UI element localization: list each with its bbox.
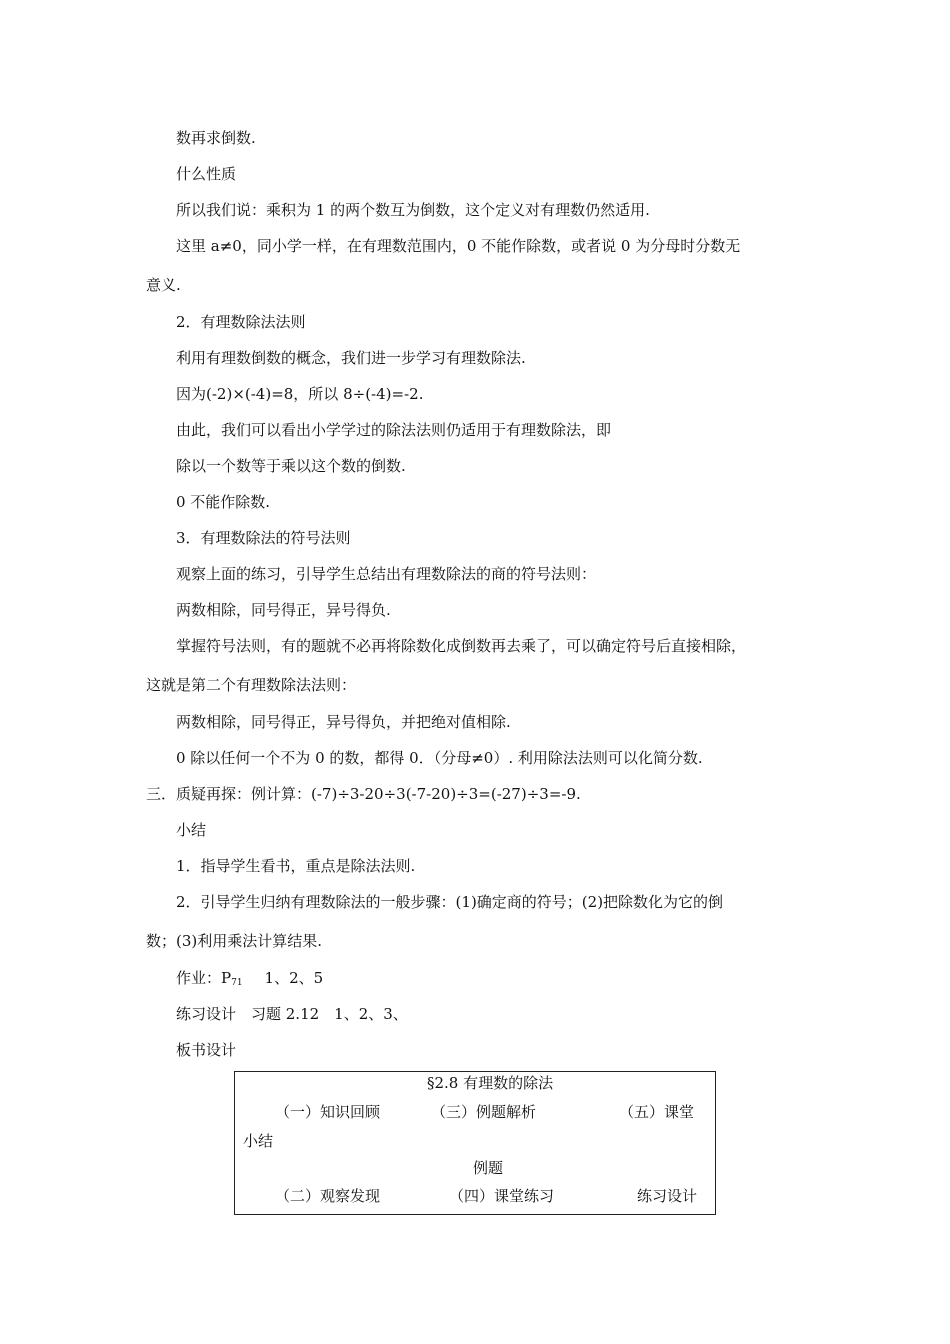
text-line: 所以我们说：乘积为 1 的两个数互为倒数，这个定义对有理数仍然适用. [176, 201, 650, 219]
text-line: 利用有理数倒数的概念，我们进一步学习有理数除法. [176, 349, 526, 367]
section-heading: 三．质疑再探：例计算：(-7)÷3-20÷3(-7-20)÷3=(-27)÷3=-9. [146, 785, 581, 803]
page-number: 71 [231, 978, 243, 988]
text-line: 0 不能作除数. [176, 493, 271, 511]
text-line: 除以一个数等于乘以这个数的倒数. [176, 457, 406, 475]
board-item: （二）观察发现 [275, 1187, 381, 1205]
text-line: 观察上面的练习，引导学生总结出有理数除法的商的符号法则： [176, 565, 597, 583]
section-heading: 板书设计 [176, 1041, 237, 1059]
text-line: 1．指导学生看书，重点是除法法则. [176, 857, 416, 875]
homework-line [176, 968, 323, 993]
text-line: 数再求倒数. [176, 129, 256, 147]
board-item: （三）例题解析 [431, 1103, 537, 1121]
text-line: 0 除以任何一个不为 0 的数，都得 0．（分母≠0）. 利用除法法则可以化简分数. [176, 749, 703, 767]
text-line: 掌握符号法则，有的题就不必再将除数化成倒数再去乘了，可以确定符号后直接相除， [176, 637, 747, 655]
text-line: 这里 a≠0，同小学一样，在有理数范围内，0 不能作除数，或者说 0 为分母时分数无 [176, 237, 741, 255]
blackboard-design-box [234, 1071, 716, 1215]
board-item: 例题 [473, 1159, 504, 1177]
text-line: 因为(-2)×(-4)=8，所以 8÷(-4)=-2. [176, 385, 424, 403]
text-line: 数；(3)利用乘法计算结果. [146, 932, 323, 950]
text-line: 由此，我们可以看出小学学过的除法法则仍适用于有理数除法，即 [176, 421, 612, 439]
text-line: 什么性质 [176, 165, 237, 183]
text-line: 两数相除，同号得正，异号得负. [176, 601, 391, 619]
homework-label: 作业：P [176, 969, 232, 987]
board-item: （一）知识回顾 [275, 1103, 381, 1121]
board-title: §2.8 有理数的除法 [427, 1074, 554, 1092]
text-line: 两数相除，同号得正，异号得负，并把绝对值相除. [176, 713, 511, 731]
board-item: 练习设计 [637, 1187, 698, 1205]
text-line: 这就是第二个有理数除法法则： [146, 676, 357, 694]
section-heading: 3．有理数除法的符号法则 [176, 529, 351, 547]
homework-items: 1、2、5 [264, 969, 324, 987]
board-item: 小结 [243, 1132, 274, 1150]
board-item: （五）课堂 [619, 1103, 695, 1121]
section-heading: 2．有理数除法法则 [176, 313, 306, 331]
section-heading: 小结 [176, 821, 207, 839]
text-line: 意义. [146, 276, 181, 294]
board-item: （四）课堂练习 [449, 1187, 555, 1205]
text-line: 练习设计 习题 2.12 1、2、3、 [176, 1005, 408, 1023]
text-line: 2．引导学生归纳有理数除法的一般步骤：(1)确定商的符号；(2)把除数化为它的倒 [176, 893, 724, 911]
